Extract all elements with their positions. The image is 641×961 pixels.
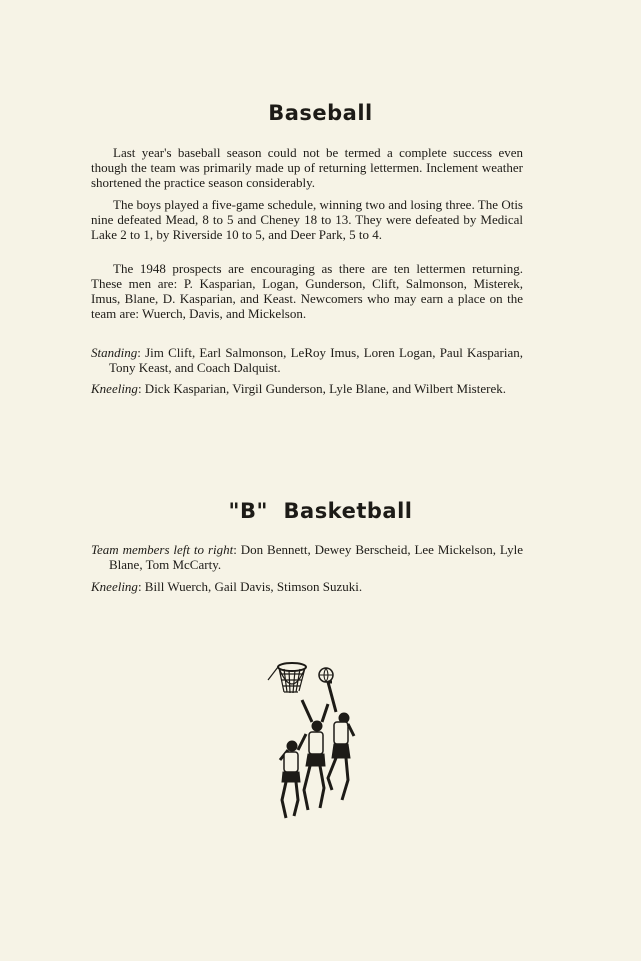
- kneeling-label: Kneeling: [91, 381, 138, 396]
- members-names: : Don Bennett, Dewey Berscheid, Lee Mickelson, Lyle Blane, Tom McCarty.: [109, 542, 523, 572]
- basketball-kneeling-caption: [91, 579, 523, 594]
- basketball-ball-icon: [319, 668, 333, 682]
- standing-names: : Jim Clift, Earl Salmonson, LeRoy Imus, Loren Logan, Paul Kasparian, Tony Keast, and Coach Dalquist.: [109, 345, 523, 375]
- basketball-hoop-icon: [268, 663, 306, 693]
- baseball-paragraph-2: The boys played a five-game schedule, winning two and losing three. The Otis nine defeated Mead, 8 to 5 and Cheney 18 to 13. They were defeated by Medical Lake 2 to 1, by Riverside 10 to 5, and Deer Park, 5 to 4.: [91, 197, 523, 242]
- player-center-icon: [302, 700, 328, 810]
- standing-label: Standing: [91, 345, 138, 360]
- baseball-kneeling-caption: [91, 381, 523, 396]
- player-jumping-icon: [328, 682, 354, 800]
- basketball-kneeling-names: : Bill Wuerch, Gail Davis, Stimson Suzuki.: [137, 579, 363, 594]
- basketball-players-illustration: [262, 660, 366, 820]
- baseball-paragraph-1: Last year's baseball season could not be termed a complete success even though the team was primarily made up of returning lettermen. Inclement weather shortened the practice season considerably.: [91, 145, 523, 190]
- baseball-paragraph-3: The 1948 prospects are encouraging as there are ten lettermen returning. These men are: P. Kasparian, Logan, Gunderson, Clift, Salmonson, Misterek, Imus, Blane, D. Kasparian, and Keast. Newcomers who may earn a place on the team are: Wuerch, Davis, and Mickelson.: [91, 261, 523, 321]
- kneeling-names: : Dick Kasparian, Virgil Gunderson, Lyle Blane, and Wilbert Misterek.: [137, 381, 506, 396]
- baseball-heading: Baseball: [268, 101, 373, 125]
- baseball-standing-caption: [91, 345, 523, 375]
- members-label: Team members left to right: [91, 542, 234, 557]
- b-basketball-heading: "B" Basketball: [228, 499, 413, 523]
- player-left-icon: [280, 734, 306, 818]
- basketball-kneeling-label: Kneeling: [91, 579, 138, 594]
- basketball-members-caption: [91, 542, 523, 572]
